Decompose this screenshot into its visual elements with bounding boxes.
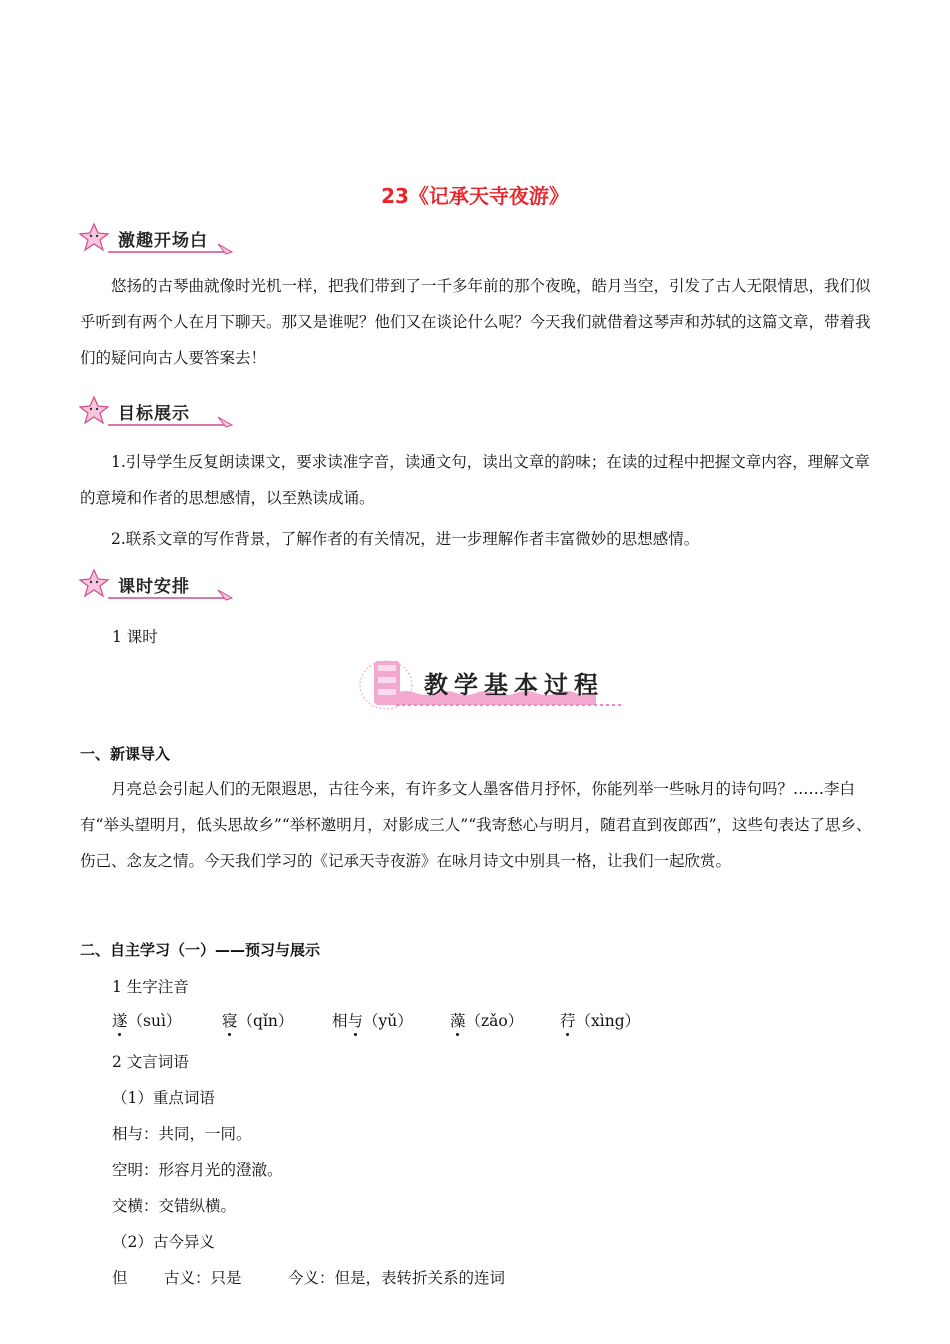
gujin-word: 但 bbox=[112, 1269, 128, 1287]
term-item: 相与：共同，一同。 bbox=[112, 1125, 252, 1143]
section-header-intro bbox=[78, 220, 248, 256]
pinyin-char: 遂 bbox=[112, 1012, 128, 1030]
pinyin-char-rest: 与 bbox=[347, 1012, 364, 1030]
pinyin-item bbox=[450, 1009, 523, 1031]
gujin-new: 今义：但是，表转折关系的连词 bbox=[288, 1269, 506, 1287]
pinyin-char: 寝 bbox=[222, 1012, 238, 1030]
section-label-intro: 激趣开场白 bbox=[118, 231, 208, 251]
part1-paragraph: 月亮总会引起人们的无限遐思，古往今来，有许多文人墨客借月抒怀，你能列举一些咏月的诗句吗？……李白有“举头望明月，低头思故乡”“举杯邀明月，对影成三人”“我寄愁心与明月，随君直到夜郎西”，这些句表达了思乡、伤己、念友之情。今天我们学习的《记承天寺夜游》在咏月诗文中别具一格，让我们一起欣赏。 bbox=[80, 780, 872, 870]
banner-title: 教学基本过程 bbox=[424, 671, 604, 699]
part2-sub2a: （1）重点词语 bbox=[112, 1089, 215, 1107]
goal-item-1: 1.引导学生反复朗读课文，要求读准字音，读通文句，读出文章的韵味；在读的过程中把握文章内容，理解文章的意境和作者的思想感情，以至熟读成诵。 bbox=[80, 453, 870, 507]
intro-paragraph: 悠扬的古琴曲就像时光机一样，把我们带到了一千多年前的那个夜晚，皓月当空，引发了古人无限情思，我们似乎听到有两个人在月下聊天。那又是谁呢？他们又在谈论什么呢？今天我们就借着这琴声和苏轼的这篇文章，带着我们的疑问向古人要答案去！ bbox=[80, 277, 871, 367]
section-header-schedule bbox=[78, 566, 248, 602]
section-label-goals: 目标展示 bbox=[118, 404, 190, 424]
term-item: 空明：形容月光的澄澈。 bbox=[112, 1161, 283, 1179]
pinyin-item bbox=[112, 1009, 181, 1031]
part2-sub2b: （2）古今异义 bbox=[112, 1233, 215, 1251]
part2-heading: 二、自主学习（一）——预习与展示 bbox=[80, 941, 321, 959]
section-label-schedule: 课时安排 bbox=[118, 577, 190, 597]
part2-sub1: 1 生字注音 bbox=[112, 978, 189, 996]
gujin-old: 古义：只是 bbox=[164, 1269, 242, 1287]
schedule-text: 1 课时 bbox=[112, 628, 158, 646]
part2-sub2: 2 文言词语 bbox=[112, 1053, 189, 1071]
section-header-goals bbox=[78, 393, 248, 429]
goal-item-2: 2.联系文章的写作背景，了解作者的有关情况，进一步理解作者丰富微妙的思想感情。 bbox=[111, 530, 700, 548]
part1-heading: 一、新课导入 bbox=[80, 745, 171, 763]
pinyin-char: 荇 bbox=[560, 1012, 576, 1030]
term-item: 交横：交错纵横。 bbox=[112, 1197, 237, 1215]
pinyin-item bbox=[332, 1009, 413, 1031]
document-title: 23《记承天寺夜游》 bbox=[381, 184, 569, 208]
pinyin-item bbox=[560, 1009, 640, 1031]
pinyin-reading: （suì） bbox=[127, 1012, 182, 1030]
pinyin-char: 相 bbox=[332, 1012, 348, 1030]
process-banner bbox=[356, 655, 626, 713]
pinyin-reading: （qǐn） bbox=[237, 1012, 294, 1030]
pinyin-reading: （zǎo） bbox=[465, 1012, 524, 1030]
pinyin-reading: （xìng） bbox=[575, 1012, 641, 1030]
pinyin-item bbox=[222, 1009, 293, 1031]
pinyin-reading: （yǔ） bbox=[363, 1012, 413, 1030]
pinyin-char: 藻 bbox=[450, 1012, 466, 1030]
